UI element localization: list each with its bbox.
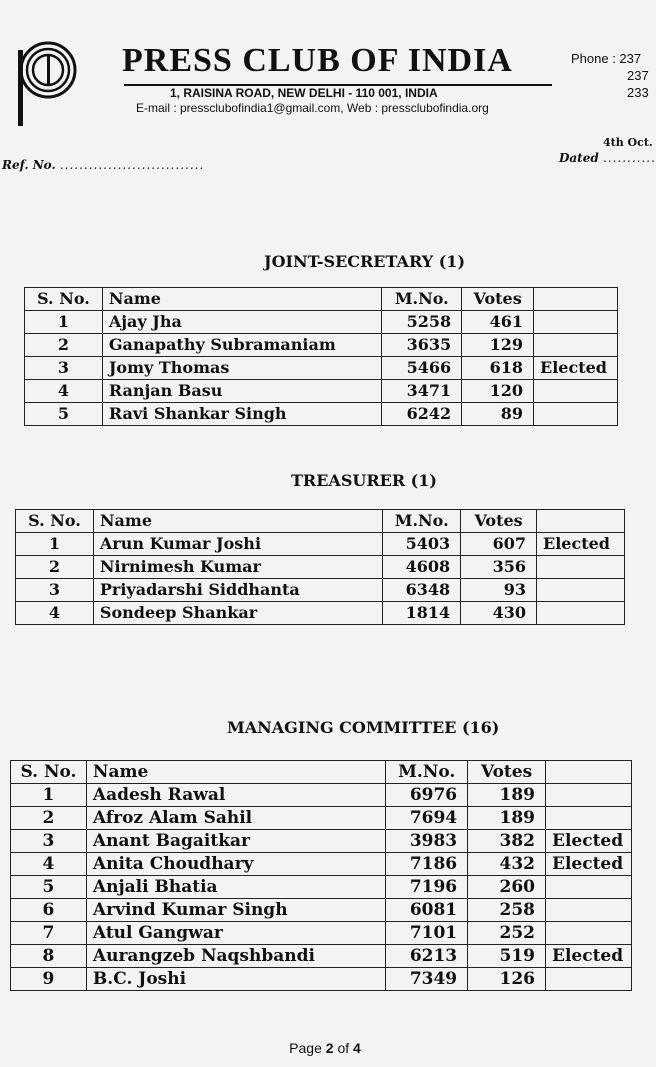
- section-title-joint-secretary: JOINT-SECRETARY (1): [264, 252, 466, 271]
- page-prefix: Page: [289, 1040, 326, 1056]
- cell-sno: 1: [16, 533, 94, 556]
- page-number: [0, 1040, 650, 1056]
- cell-sno: 3: [25, 357, 103, 380]
- cell-sno: 3: [16, 579, 94, 602]
- table-row: [25, 380, 618, 403]
- cell-votes: 430: [461, 602, 537, 625]
- cell-mno: 4608: [383, 556, 461, 579]
- cell-status: [537, 602, 625, 625]
- cell-mno: 3471: [382, 380, 462, 403]
- cell-mno: 6976: [386, 784, 468, 807]
- cell-name: Aadesh Rawal: [86, 784, 385, 807]
- header-status: [537, 510, 625, 533]
- table-row: [25, 403, 618, 426]
- organization-address: 1, RAISINA ROAD, NEW DELHI - 110 001, INDIA: [170, 86, 438, 100]
- cell-votes: 382: [468, 830, 546, 853]
- phone-block: [571, 50, 649, 101]
- cell-mno: 3635: [382, 334, 462, 357]
- table-row: [25, 311, 618, 334]
- cell-mno: 7196: [386, 876, 468, 899]
- phone-line-2: 237: [627, 68, 649, 83]
- cell-votes: 93: [461, 579, 537, 602]
- cell-name: Atul Gangwar: [86, 922, 385, 945]
- cell-sno: 1: [25, 311, 103, 334]
- cell-votes: 432: [468, 853, 546, 876]
- table-row: [25, 334, 618, 357]
- cell-name: Priyadarshi Siddhanta: [93, 579, 382, 602]
- table-row: [16, 602, 625, 625]
- header-name: Name: [93, 510, 382, 533]
- cell-sno: 2: [11, 807, 87, 830]
- header-status: [546, 761, 632, 784]
- results-table-joint-secretary: [24, 287, 618, 426]
- organization-contact: E-mail : pressclubofindia1@gmail.com, Web : pressclubofindia.org: [136, 101, 489, 115]
- cell-name: Anita Choudhary: [86, 853, 385, 876]
- header-name: Name: [86, 761, 385, 784]
- header-mno: M.No.: [386, 761, 468, 784]
- cell-status: Elected: [546, 853, 632, 876]
- dated-dots: ...........: [602, 151, 656, 165]
- cell-votes: 252: [468, 922, 546, 945]
- cell-votes: 461: [462, 311, 534, 334]
- header-status: [534, 288, 618, 311]
- page-separator: of: [333, 1040, 354, 1056]
- table-header-row: [25, 288, 618, 311]
- cell-mno: 5403: [383, 533, 461, 556]
- header-sno: S. No.: [25, 288, 103, 311]
- table-row: [11, 922, 632, 945]
- header-mno: M.No.: [383, 510, 461, 533]
- page-current: 2: [325, 1040, 334, 1056]
- cell-name: Ganapathy Subramaniam: [102, 334, 382, 357]
- cell-mno: 7186: [386, 853, 468, 876]
- ref-dots: ..............................: [59, 158, 205, 172]
- cell-sno: 6: [11, 899, 87, 922]
- cell-votes: 120: [462, 380, 534, 403]
- table-header-row: [11, 761, 632, 784]
- cell-votes: 258: [468, 899, 546, 922]
- cell-status: [546, 899, 632, 922]
- cell-sno: 8: [11, 945, 87, 968]
- phone-line-3: 233: [627, 85, 649, 100]
- cell-votes: 607: [461, 533, 537, 556]
- cell-name: Nirnimesh Kumar: [93, 556, 382, 579]
- cell-votes: 126: [468, 968, 546, 991]
- header-sno: S. No.: [11, 761, 87, 784]
- cell-name: Ranjan Basu: [102, 380, 382, 403]
- header-votes: Votes: [461, 510, 537, 533]
- cell-status: [534, 334, 618, 357]
- organization-title: PRESS CLUB OF INDIA: [122, 42, 513, 79]
- reference-number: [2, 158, 204, 172]
- table-row: [16, 533, 625, 556]
- cell-mno: 6213: [386, 945, 468, 968]
- cell-votes: 89: [462, 403, 534, 426]
- cell-status: Elected: [546, 945, 632, 968]
- section-title-treasurer: TREASURER (1): [291, 471, 437, 490]
- table-row: [11, 899, 632, 922]
- cell-mno: 7694: [386, 807, 468, 830]
- ref-label: Ref. No.: [2, 158, 56, 172]
- cell-name: Ajay Jha: [102, 311, 382, 334]
- cell-name: B.C. Joshi: [86, 968, 385, 991]
- table-row: [25, 357, 618, 380]
- cell-status: [534, 403, 618, 426]
- header-votes: Votes: [468, 761, 546, 784]
- cell-status: Elected: [546, 830, 632, 853]
- cell-sno: 1: [11, 784, 87, 807]
- cell-sno: 4: [16, 602, 94, 625]
- section-title-managing-committee: MANAGING COMMITTEE (16): [227, 718, 500, 737]
- cell-name: Arvind Kumar Singh: [86, 899, 385, 922]
- cell-votes: 129: [462, 334, 534, 357]
- cell-mno: 5466: [382, 357, 462, 380]
- table-row: [11, 876, 632, 899]
- page-total: 4: [353, 1040, 361, 1056]
- cell-votes: 519: [468, 945, 546, 968]
- cell-status: Elected: [537, 533, 625, 556]
- cell-mno: 7101: [386, 922, 468, 945]
- header-sno: S. No.: [16, 510, 94, 533]
- cell-mno: 6348: [383, 579, 461, 602]
- table-row: [16, 579, 625, 602]
- cell-status: [546, 807, 632, 830]
- dated-field: [559, 151, 656, 165]
- cell-sno: 5: [11, 876, 87, 899]
- cell-mno: 5258: [382, 311, 462, 334]
- header-name: Name: [102, 288, 382, 311]
- press-club-logo-icon: [14, 40, 78, 126]
- cell-name: Afroz Alam Sahil: [86, 807, 385, 830]
- cell-name: Anjali Bhatia: [86, 876, 385, 899]
- header-mno: M.No.: [382, 288, 462, 311]
- cell-mno: 1814: [383, 602, 461, 625]
- dated-label: Dated: [559, 151, 599, 165]
- cell-status: [546, 784, 632, 807]
- cell-status: [534, 311, 618, 334]
- cell-sno: 9: [11, 968, 87, 991]
- cell-votes: 189: [468, 784, 546, 807]
- cell-sno: 4: [25, 380, 103, 403]
- table-row: [11, 968, 632, 991]
- cell-votes: 618: [462, 357, 534, 380]
- table-row: [11, 830, 632, 853]
- table-row: [11, 784, 632, 807]
- cell-status: Elected: [534, 357, 618, 380]
- cell-status: [546, 876, 632, 899]
- table-row: [16, 556, 625, 579]
- cell-name: Sondeep Shankar: [93, 602, 382, 625]
- cell-mno: 7349: [386, 968, 468, 991]
- cell-name: Anant Bagaitkar: [86, 830, 385, 853]
- cell-name: Jomy Thomas: [102, 357, 382, 380]
- table-row: [11, 807, 632, 830]
- cell-votes: 356: [461, 556, 537, 579]
- cell-votes: 189: [468, 807, 546, 830]
- cell-votes: 260: [468, 876, 546, 899]
- cell-name: Arun Kumar Joshi: [93, 533, 382, 556]
- date-fragment: 4th Oct.: [603, 136, 653, 149]
- cell-sno: 2: [16, 556, 94, 579]
- cell-sno: 7: [11, 922, 87, 945]
- table-row: [11, 945, 632, 968]
- results-table-managing-committee: [10, 760, 632, 991]
- phone-line-1: Phone : 237: [571, 51, 642, 66]
- cell-name: Aurangzeb Naqshbandi: [86, 945, 385, 968]
- cell-status: [537, 579, 625, 602]
- cell-sno: 5: [25, 403, 103, 426]
- cell-status: [534, 380, 618, 403]
- cell-mno: 3983: [386, 830, 468, 853]
- cell-name: Ravi Shankar Singh: [102, 403, 382, 426]
- cell-status: [546, 968, 632, 991]
- table-header-row: [16, 510, 625, 533]
- table-row: [11, 853, 632, 876]
- cell-status: [537, 556, 625, 579]
- cell-sno: 4: [11, 853, 87, 876]
- cell-sno: 2: [25, 334, 103, 357]
- cell-sno: 3: [11, 830, 87, 853]
- cell-mno: 6081: [386, 899, 468, 922]
- results-table-treasurer: [15, 509, 625, 625]
- cell-status: [546, 922, 632, 945]
- header-votes: Votes: [462, 288, 534, 311]
- cell-mno: 6242: [382, 403, 462, 426]
